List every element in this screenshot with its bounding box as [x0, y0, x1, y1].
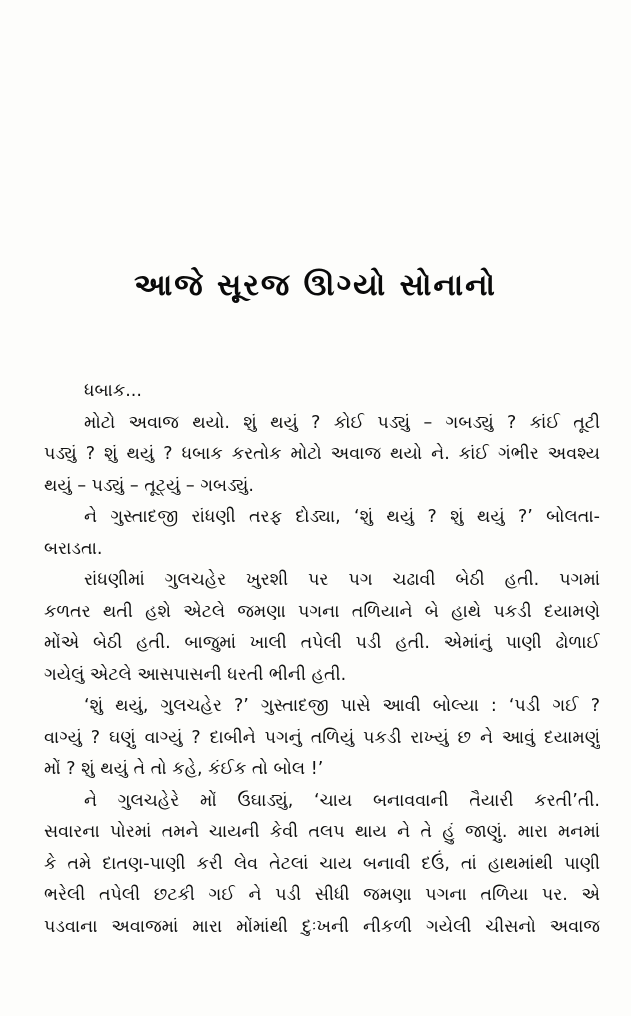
text-line: ને ગુલચહેરે મોં ઉઘાડ્યું, ‘ચાય બનાવવાની તૈયારી કરતી’તી. — [84, 790, 600, 811]
text-line: કે તમે દાતણ-પાણી કરી લેવ તેટલાં ચાય બનાવી દઉં, તાં હાથમાંથી પાણી — [44, 853, 600, 874]
text-line: થયું – પડ્યું – તૂટ્યું – ગબડ્યું. — [44, 475, 254, 496]
text-line: પડ્યું ? શું થયું ? ધબાક કરતોક મોટો અવાજ થયો ને. કાંઈ ગંભીર અવશ્ય — [44, 444, 600, 464]
chapter-body — [44, 376, 600, 943]
text-line: કળતર થતી હશે એટલે જમણા પગના તળિયાને બે હાથે પકડી દયામણે — [44, 601, 600, 622]
text-line: રાંધણીમાં ગુલચહેર ખુરશી પર પગ ચઢાવી બેઠી હતી. પગમાં — [84, 570, 600, 590]
text-line: બરાડતા. — [44, 538, 103, 559]
text-line: ભરેલી તપેલી છટકી ગઈ ને પડી સીધી જમણા પગના તળિયા પર. એ — [44, 885, 600, 905]
text-line: મોટો અવાજ થયો. શું થયું ? કોઈ પડ્યું – ગબડ્યું ? કાંઈ તૂટી — [84, 412, 600, 433]
text-line: ‘શું થયું, ગુલચહેર ?’ ગુસ્તાદજી પાસે આવી બોલ્યા : ‘પડી ગઈ ? — [84, 696, 600, 716]
text-line: વાગ્યું ? ઘણું વાગ્યું ? દાબીને પગનું તળિયું પકડી રાખ્યું છ ને આવું દયામણું — [44, 727, 600, 748]
text-line: પડવાના અવાજમાં મારા મોંમાંથી દુઃખની નીકળી ગયેલી ચીસનો અવાજ — [44, 916, 600, 937]
text-line: મોં ? શું થયું તે તો કહે, કંઈક તો બોલ !’ — [44, 759, 324, 779]
chapter-title: આજે સૂરજ ઊગ્યો સોનાનો — [134, 268, 497, 303]
text-line: સવારના પોરમાં તમને ચાયની કેવી તલપ થાય ને તે હું જાણું. મારા મનમાં — [44, 822, 600, 842]
text-line: મોંએ બેઠી હતી. બાજુમાં ખાલી તપેલી પડી હતી. એમાંનું પાણી ઢોળાઈ — [44, 633, 600, 653]
text-line: ગયેલું એટલે આસપાસની ધરતી ભીની હતી. — [44, 664, 347, 685]
text-line: ને ગુસ્તાદજી રાંધણી તરફ દોડ્યા, ‘શું થયું ? શું થયું ?’ બોલતા- — [84, 507, 600, 527]
text-line: ધબાક... — [84, 381, 142, 401]
